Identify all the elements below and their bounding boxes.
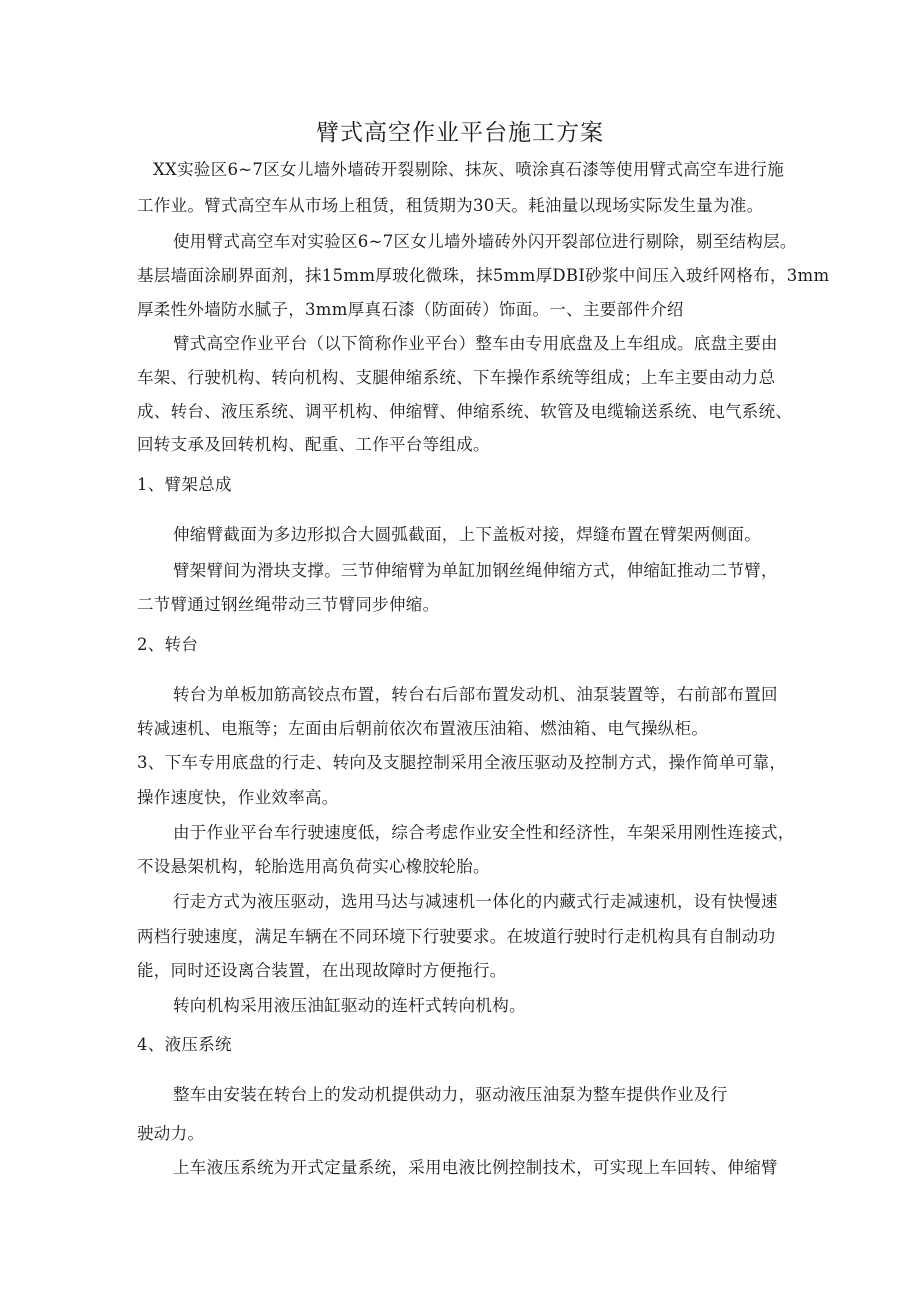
paragraph-line: 转台为单板加筋高铰点布置，转台右后部布置发动机、油泵装置等，右前部布置回 [173,685,778,704]
document-title: 臂式高空作业平台施工方案 [316,120,604,146]
paragraph-line: 行走方式为液压驱动，选用马达与减速机一体化的内藏式行走减速机，设有快慢速 [173,892,778,911]
section-heading: 1、臂架总成 [137,475,232,494]
paragraph-line: XX实验区6~7区女儿墙外墙砖开裂剔除、抹灰、喷涂真石漆等使用臂式高空车进行施 [153,160,785,179]
paragraph-line: 能，同时还设离合装置，在出现故障时方便拖行。 [137,961,507,980]
paragraph-line: 操作速度快，作业效率高。 [137,788,339,807]
paragraph-line: 3、下车专用底盘的行走、转向及支腿控制采用全液压驱动及控制方式，操作简单可靠， [137,753,787,772]
paragraph-line: 臂架臂间为滑块支撑。三节伸缩臂为单缸加钢丝绳伸缩方式，伸缩缸推动二节臂， [173,561,778,580]
paragraph-line: 驶动力。 [137,1124,205,1143]
paragraph-line: 回转支承及回转机构、配重、工作平台等组成。 [137,435,490,454]
paragraph-line: 使用臂式高空车对实验区6~7区女儿墙外墙砖外闪开裂部位进行剔除，剔至结构层。 [173,232,797,251]
paragraph-line: 不设悬架机构，轮胎选用高负荷实心橡胶轮胎。 [137,857,490,876]
paragraph-line: 转减速机、电瓶等；左面由后朝前依次布置液压油箱、燃油箱、电气操纵柜。 [137,719,709,738]
paragraph-line: 整车由安装在转台上的发动机提供动力，驱动液压油泵为整车提供作业及行 [173,1085,728,1104]
paragraph-line: 两档行驶速度，满足车辆在不同环境下行驶要求。在坡道行驶时行走机构具有自制动功 [137,927,776,946]
paragraph-line: 由于作业平台车行驶速度低，综合考虑作业安全性和经济性，车架采用刚性连接式， [173,823,795,842]
paragraph-line: 厚柔性外墙防水腻子，3mm厚真石漆（防面砖）饰面。一、主要部件介绍 [137,300,684,319]
paragraph-line: 上车液压系统为开式定量系统，采用电液比例控制技术，可实现上车回转、伸缩臂 [173,1158,778,1177]
paragraph-line: 车架、行驶机构、转向机构、支腿伸缩系统、下车操作系统等组成；上车主要由动力总 [137,368,776,387]
paragraph-line: 工作业。臂式高空车从市场上租赁，租赁期为30天。耗油量以现场实际发生量为准。 [137,196,764,215]
paragraph-line: 臂式高空作业平台（以下简称作业平台）整车由专用底盘及上车组成。底盘主要由 [173,334,778,353]
paragraph-line: 转向机构采用液压油缸驱动的连杆式转向机构。 [173,996,526,1015]
section-heading: 4、液压系统 [137,1035,232,1054]
paragraph-line: 伸缩臂截面为多边形拟合大圆弧截面，上下盖板对接，焊缝布置在臂架两侧面。 [173,525,761,544]
paragraph-line: 基层墙面涂刷界面剂，抹15mm厚玻化微珠，抹5mm厚DBI砂浆中间压入玻纤网格布，3mm [137,266,830,285]
paragraph-line: 成、转台、液压系统、调平机构、伸缩臂、伸缩系统、软管及电缆输送系统、电气系统、 [137,402,793,421]
section-heading: 2、转台 [137,635,199,654]
paragraph-line: 二节臂通过钢丝绳带动三节臂同步伸缩。 [137,595,440,614]
